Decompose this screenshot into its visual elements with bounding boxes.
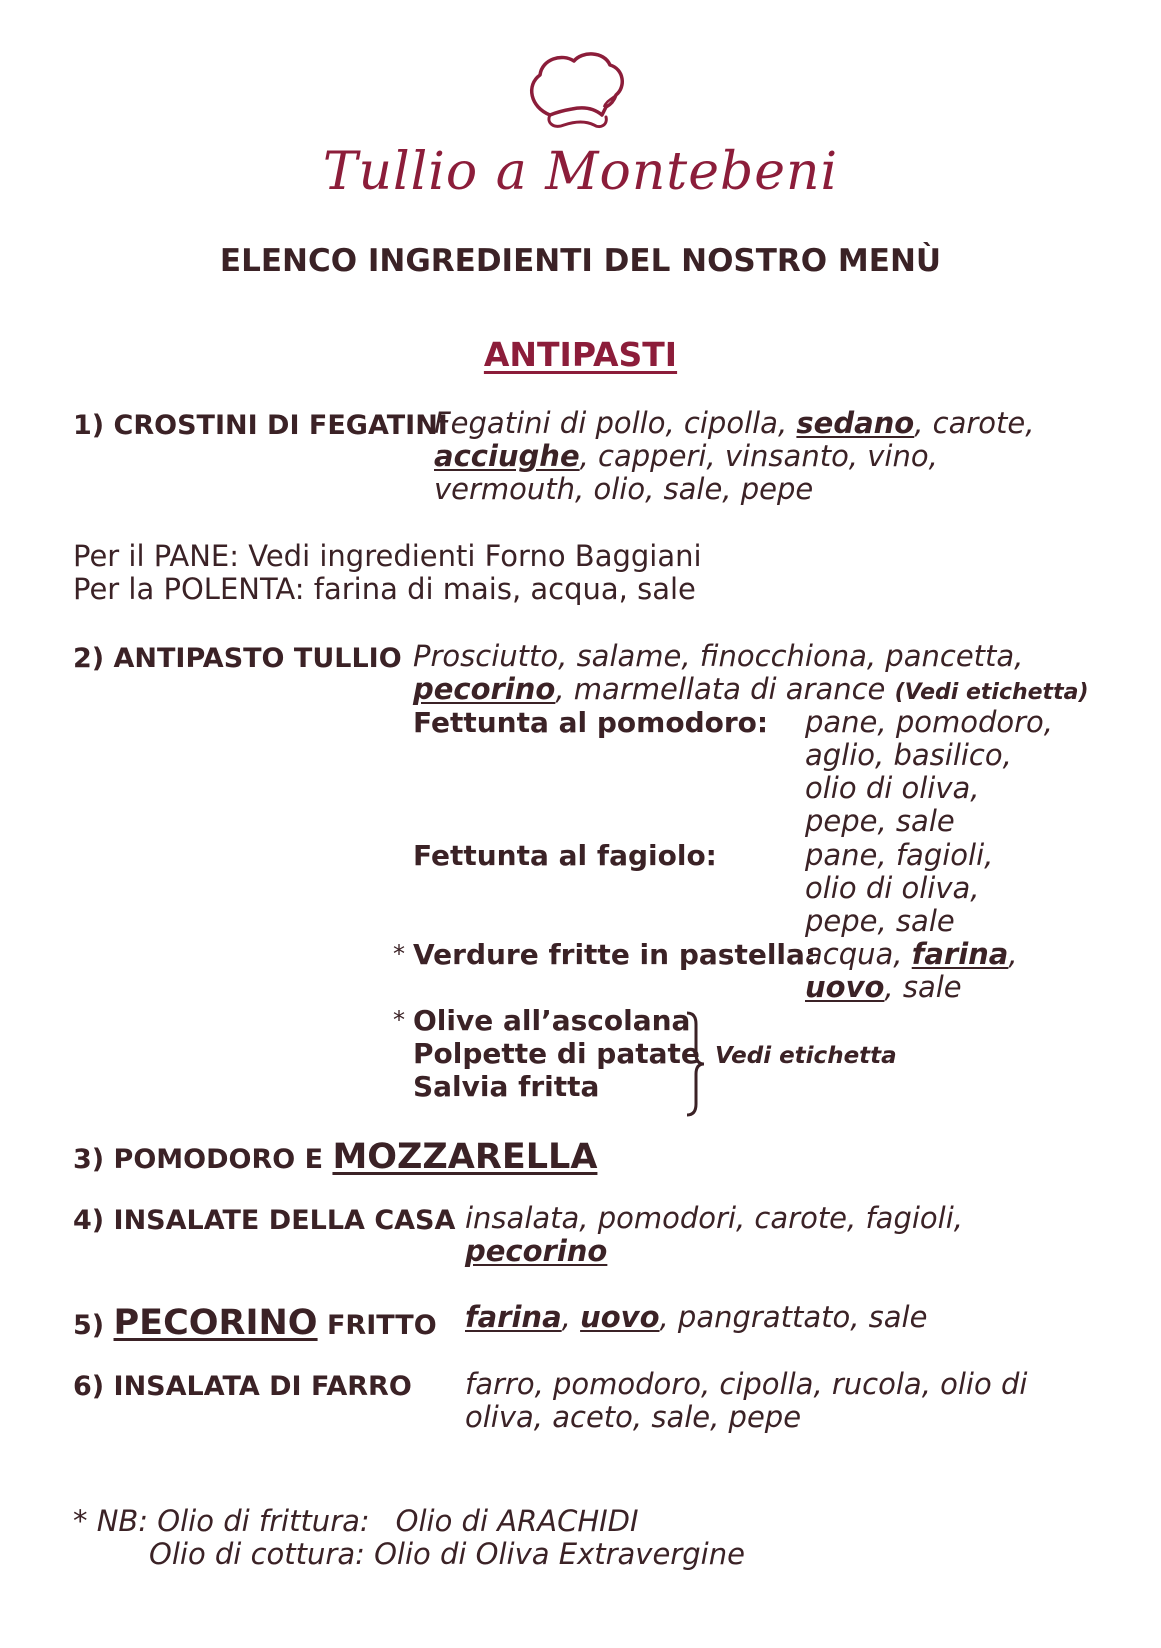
dish-6-name: 6) INSALATA DI FARRO bbox=[73, 1371, 412, 1402]
dish-2-ingredients-line-2: pecorino, marmellata di arance (Vedi etichetta) bbox=[413, 672, 1089, 706]
dish-2-name: 2) ANTIPASTO TULLIO bbox=[73, 643, 402, 674]
dish-5-name: 5) PECORINO FRITTO bbox=[73, 1303, 437, 1343]
allergen: sedano bbox=[796, 406, 915, 440]
allergen: uovo bbox=[805, 970, 885, 1004]
dish-6-ingredients-line-2: oliva, aceto, sale, pepe bbox=[465, 1400, 802, 1434]
allergen: acciughe bbox=[434, 439, 580, 473]
dish-1-ingredients-line-1: Fegatini di pollo, cipolla, sedano, carote, bbox=[434, 406, 1035, 440]
dish-4-ingredients-line-1: insalata, pomodori, carote, fagioli, bbox=[465, 1201, 963, 1235]
chef-hat-logo bbox=[520, 45, 632, 137]
verdure-fritte-label: Verdure fritte in pastella: bbox=[413, 938, 817, 971]
salvia-fritta-label: Salvia fritta bbox=[413, 1070, 600, 1103]
dish-5-ingredients: farina, uovo, pangrattato, sale bbox=[465, 1300, 928, 1334]
allergen: PECORINO bbox=[113, 1303, 318, 1343]
dish-1-name: 1) CROSTINI DI FEGATINI bbox=[73, 410, 448, 441]
fettunta-fagiolo-line: pane, fagioli, bbox=[805, 838, 994, 872]
fettunta-pomodoro-line: aglio, basilico, bbox=[805, 738, 1012, 772]
dish-3-name: 3) POMODORO E MOZZARELLA bbox=[73, 1137, 598, 1177]
fettunta-fagiolo-line: pepe, sale bbox=[805, 904, 955, 938]
footnote-frying-oil: * NB: Olio di frittura: Olio di ARACHIDI bbox=[73, 1504, 639, 1538]
note-pane: Per il PANE: Vedi ingredienti Forno Baggiani bbox=[73, 539, 702, 573]
dish-4-name: 4) INSALATE DELLA CASA bbox=[73, 1205, 456, 1236]
document-title: ELENCO INGREDIENTI DEL NOSTRO MENÙ bbox=[219, 243, 942, 279]
label-note: (Vedi etichetta) bbox=[894, 680, 1089, 705]
allergen: pecorino bbox=[413, 672, 556, 706]
verdure-fritte-line-2: uovo, sale bbox=[805, 970, 962, 1004]
vedi-etichetta-note: Vedi etichetta bbox=[715, 1043, 897, 1069]
polpette-patate-label: Polpette di patate bbox=[413, 1037, 700, 1070]
restaurant-name: Tullio a Montebeni bbox=[322, 142, 839, 202]
fettunta-fagiolo-line: olio di oliva, bbox=[805, 871, 980, 905]
right-brace-icon bbox=[684, 1010, 708, 1118]
dish-4-ingredients-line-2: pecorino bbox=[465, 1234, 608, 1268]
verdure-fritte-line-1: acqua, farina, bbox=[805, 937, 1018, 971]
dish-1-ingredients-line-3: vermouth, olio, sale, pepe bbox=[434, 472, 814, 506]
dish-2-ingredients-line-1: Prosciutto, salame, finocchiona, pancetta, bbox=[413, 639, 1024, 673]
fettunta-pomodoro-line: pane, pomodoro, bbox=[805, 705, 1054, 739]
allergen: MOZZARELLA bbox=[332, 1137, 598, 1177]
fettunta-fagiolo-label: Fettunta al fagiolo: bbox=[413, 839, 717, 872]
allergen: farina bbox=[465, 1300, 562, 1334]
dish-6-ingredients-line-1: farro, pomodoro, cipolla, rucola, olio di bbox=[465, 1367, 1028, 1401]
asterisk-mark: * bbox=[393, 1006, 405, 1034]
allergen: farina bbox=[911, 937, 1009, 971]
footnote-cooking-oil: Olio di cottura: Olio di Oliva Extravergine bbox=[149, 1537, 745, 1571]
olive-ascolana-label: Olive all’ascolana bbox=[413, 1004, 691, 1037]
dish-1-ingredients-line-2: acciughe, capperi, vinsanto, vino, bbox=[434, 439, 938, 473]
section-title: ANTIPASTI bbox=[483, 335, 678, 374]
asterisk-mark: * bbox=[393, 940, 405, 968]
fettunta-pomodoro-label: Fettunta al pomodoro: bbox=[413, 706, 769, 739]
note-polenta: Per la POLENTA: farina di mais, acqua, sale bbox=[73, 572, 696, 606]
fettunta-pomodoro-line: olio di oliva, bbox=[805, 771, 980, 805]
fettunta-pomodoro-line: pepe, sale bbox=[805, 804, 955, 838]
allergen: uovo bbox=[580, 1300, 660, 1334]
